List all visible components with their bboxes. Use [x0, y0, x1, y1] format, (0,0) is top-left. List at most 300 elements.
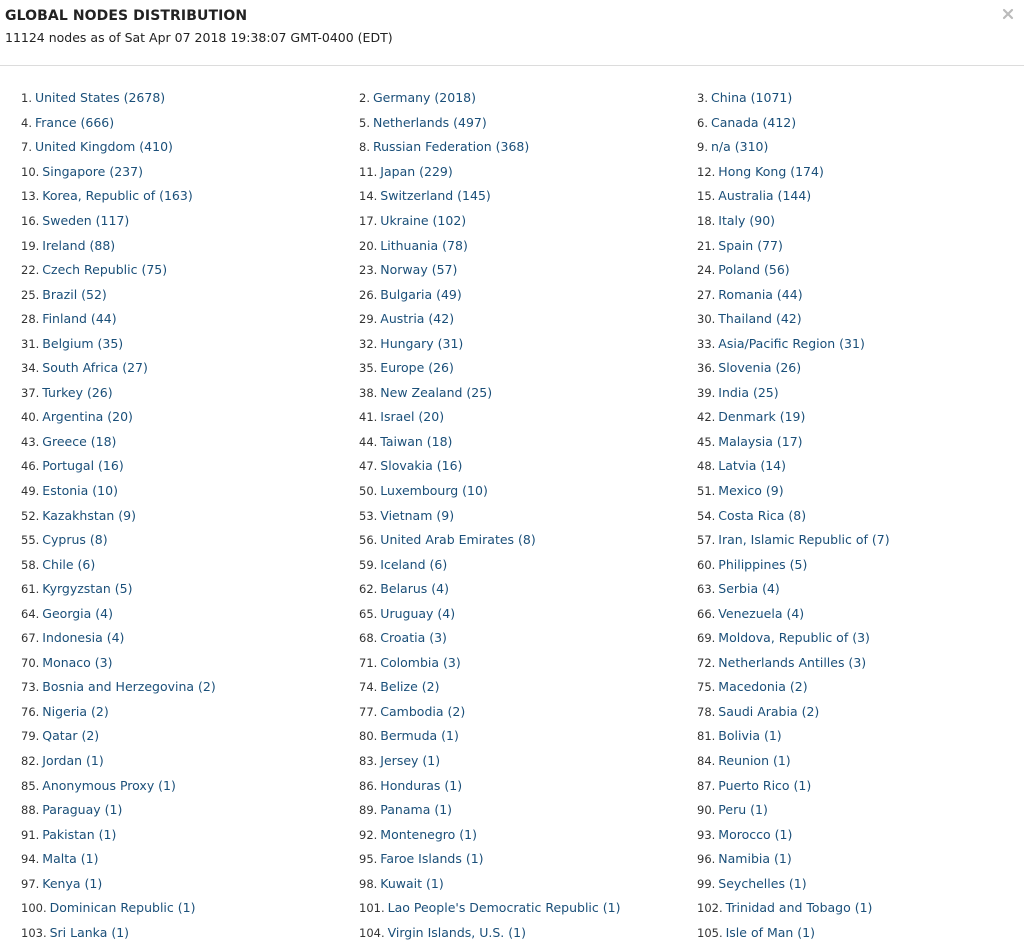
list-item [359, 258, 697, 282]
rank-number: 64. [21, 606, 40, 621]
list-item [359, 479, 697, 503]
country-link[interactable]: Chile (6) [42, 556, 96, 572]
list-item [21, 675, 359, 699]
rank-number: 29. [359, 312, 378, 327]
list-item [697, 847, 1017, 871]
rank-number: 37. [21, 385, 40, 400]
country-link[interactable]: Mexico (9) [718, 483, 784, 499]
rank-number: 6. [697, 115, 708, 130]
list-item [697, 234, 1017, 258]
country-link[interactable]: Nigeria (2) [42, 703, 109, 719]
country-link[interactable]: Trinidad and Tobago (1) [725, 900, 873, 916]
rank-number: 87. [697, 778, 716, 793]
country-link[interactable]: Vietnam (9) [380, 507, 455, 523]
rank-number: 51. [697, 484, 716, 499]
list-item [21, 896, 359, 920]
list-item [359, 602, 697, 626]
list-item [359, 896, 697, 920]
list-item [359, 724, 697, 748]
rank-number: 105. [697, 925, 723, 940]
country-link[interactable]: Austria (42) [380, 311, 455, 327]
country-link[interactable]: Seychelles (1) [718, 875, 807, 891]
list-item [697, 798, 1017, 822]
rank-number: 98. [359, 876, 378, 891]
list-item [359, 774, 697, 798]
country-link[interactable]: Korea, Republic of (163) [42, 188, 193, 204]
country-link[interactable]: Ukraine (102) [380, 213, 467, 228]
page-title: GLOBAL NODES DISTRIBUTION [5, 8, 248, 24]
country-link[interactable]: Thailand (42) [718, 311, 802, 327]
rank-number: 1. [21, 91, 32, 106]
country-link[interactable]: United Kingdom (410) [34, 139, 173, 155]
list-item [21, 921, 359, 945]
rank-number: 82. [21, 754, 40, 769]
rank-number: 60. [697, 557, 716, 572]
rank-number: 28. [21, 312, 40, 327]
rank-number: 38. [359, 385, 378, 400]
country-link[interactable]: United States (2678) [34, 90, 166, 106]
list-item [21, 798, 359, 822]
list-item [697, 258, 1017, 282]
modal-header [0, 0, 1024, 66]
rank-number: 43. [21, 434, 40, 449]
list-item [21, 872, 359, 896]
rank-number: 77. [359, 704, 378, 719]
list-item [359, 184, 697, 208]
rank-number: 62. [359, 582, 378, 597]
rank-number: 34. [21, 361, 40, 376]
list-item [697, 356, 1017, 380]
rank-number: 11. [359, 164, 378, 179]
list-item [359, 700, 697, 724]
list-item [21, 504, 359, 528]
list-item [359, 553, 697, 577]
country-link[interactable]: Namibia (1) [718, 851, 792, 867]
list-item [697, 381, 1017, 405]
list-item [697, 823, 1017, 847]
rank-number: 13. [21, 189, 40, 204]
country-link[interactable]: Montenegro (1) [380, 826, 477, 842]
list-item [21, 111, 359, 135]
country-link[interactable]: Sri Lanka (1) [49, 924, 130, 940]
country-link[interactable]: Sweden (117) [42, 213, 130, 228]
rank-number: 26. [359, 287, 378, 302]
list-item [359, 405, 697, 429]
country-link[interactable]: Latvia (14) [718, 458, 786, 474]
list-item [21, 724, 359, 748]
country-link[interactable]: Luxembourg (10) [380, 483, 488, 499]
country-link[interactable]: Morocco (1) [718, 826, 793, 842]
rank-number: 22. [21, 263, 40, 278]
country-link[interactable]: Ireland (88) [42, 237, 116, 253]
country-link[interactable]: Iran, Islamic Republic of (7) [718, 532, 890, 548]
list-item [21, 135, 359, 159]
list-item [21, 847, 359, 871]
rank-number: 50. [359, 484, 378, 499]
rank-number: 103. [21, 925, 47, 940]
rank-number: 19. [21, 238, 40, 253]
rank-number: 94. [21, 852, 40, 867]
country-link[interactable]: Jordan (1) [42, 753, 104, 769]
country-link[interactable]: Bosnia and Herzegovina (2) [42, 679, 216, 695]
rank-number: 53. [359, 508, 378, 523]
list-item [697, 896, 1017, 920]
rank-number: 49. [21, 484, 40, 499]
list-item [21, 553, 359, 577]
rank-number: 99. [697, 876, 716, 891]
country-link[interactable]: n/a (310) [710, 139, 769, 155]
rank-number: 97. [21, 876, 40, 891]
list-item [359, 528, 697, 552]
country-link[interactable]: Netherlands (497) [372, 114, 487, 130]
list-item [21, 234, 359, 258]
rank-number: 24. [697, 263, 716, 278]
list-item [359, 454, 697, 478]
country-link[interactable]: Cyprus (8) [42, 532, 108, 548]
country-link[interactable]: New Zealand (25) [380, 384, 493, 400]
list-item [21, 749, 359, 773]
rank-number: 15. [697, 189, 716, 204]
list-item [21, 454, 359, 478]
country-link[interactable]: China (1071) [710, 90, 793, 106]
country-link[interactable]: Jersey (1) [380, 753, 441, 769]
list-item [697, 209, 1017, 233]
rank-number: 68. [359, 631, 378, 646]
rank-number: 39. [697, 385, 716, 400]
country-link[interactable]: Hungary (31) [380, 335, 464, 351]
rank-number: 52. [21, 508, 40, 523]
list-item [697, 504, 1017, 528]
list-item [697, 602, 1017, 626]
country-link[interactable]: Belarus (4) [380, 581, 449, 597]
list-item [697, 626, 1017, 650]
country-link[interactable]: Poland (56) [718, 262, 790, 278]
rank-number: 56. [359, 533, 378, 548]
list-item [21, 602, 359, 626]
country-link[interactable]: Greece (18) [42, 433, 117, 449]
list-item [697, 724, 1017, 748]
rank-number: 25. [21, 287, 40, 302]
rank-number: 44. [359, 434, 378, 449]
list-item [697, 283, 1017, 307]
list-item [21, 651, 359, 675]
country-link[interactable]: Hong Kong (174) [718, 163, 824, 179]
rank-number: 63. [697, 582, 716, 597]
rank-number: 100. [21, 901, 47, 916]
rank-number: 9. [697, 140, 708, 155]
country-link[interactable]: Peru (1) [718, 802, 768, 818]
rank-number: 32. [359, 336, 378, 351]
rank-number: 2. [359, 91, 370, 106]
country-link[interactable]: Monaco (3) [42, 654, 113, 670]
list-item [697, 307, 1017, 331]
rank-number: 4. [21, 115, 32, 130]
list-item [21, 823, 359, 847]
list-item [359, 504, 697, 528]
rank-number: 54. [697, 508, 716, 523]
country-link[interactable]: Norway (57) [380, 262, 458, 278]
country-link[interactable]: Finland (44) [42, 311, 117, 327]
list-item [21, 283, 359, 307]
rank-number: 76. [21, 704, 40, 719]
country-link[interactable]: Croatia (3) [380, 630, 447, 646]
close-button[interactable] [1000, 6, 1016, 22]
country-link[interactable]: Bermuda (1) [380, 728, 459, 744]
rank-number: 89. [359, 803, 378, 818]
country-link[interactable]: Costa Rica (8) [718, 507, 807, 523]
list-item [359, 872, 697, 896]
list-item [359, 675, 697, 699]
list-item [21, 356, 359, 380]
rank-number: 35. [359, 361, 378, 376]
list-item [21, 626, 359, 650]
rank-number: 79. [21, 729, 40, 744]
list-item [697, 651, 1017, 675]
country-link[interactable]: Russian Federation (368) [372, 139, 530, 155]
rank-number: 75. [697, 680, 716, 695]
list-item [697, 577, 1017, 601]
rank-number: 46. [21, 459, 40, 474]
country-link[interactable]: Bulgaria (49) [380, 286, 462, 302]
list-item [21, 430, 359, 454]
country-link[interactable]: Malaysia (17) [718, 433, 803, 449]
rank-number: 71. [359, 655, 378, 670]
rank-number: 41. [359, 410, 378, 425]
country-link[interactable]: Turkey (26) [42, 384, 113, 400]
list-item [21, 332, 359, 356]
list-item [359, 307, 697, 331]
list-item [359, 847, 697, 871]
country-link[interactable]: Serbia (4) [718, 581, 780, 597]
country-link[interactable]: Malta (1) [42, 851, 99, 867]
country-link[interactable]: Uruguay (4) [380, 605, 456, 621]
country-link[interactable]: Venezuela (4) [718, 605, 805, 621]
list-item [21, 160, 359, 184]
list-item [21, 184, 359, 208]
list-item [697, 675, 1017, 699]
list-item [697, 454, 1017, 478]
country-link[interactable]: Virgin Islands, U.S. (1) [387, 924, 526, 940]
country-link[interactable]: Qatar (2) [42, 728, 100, 744]
list-item [21, 700, 359, 724]
list-item [21, 307, 359, 331]
rank-number: 42. [697, 410, 716, 425]
rank-number: 95. [359, 852, 378, 867]
list-item [359, 921, 697, 945]
country-link[interactable]: Israel (20) [380, 409, 445, 425]
list-item [697, 184, 1017, 208]
list-item [697, 332, 1017, 356]
country-link[interactable]: Reunion (1) [718, 753, 791, 769]
rank-number: 84. [697, 754, 716, 769]
list-item [359, 626, 697, 650]
list-item [21, 774, 359, 798]
country-link[interactable]: Iceland (6) [380, 556, 448, 572]
rank-number: 20. [359, 238, 378, 253]
list-item [21, 381, 359, 405]
country-link[interactable]: Slovakia (16) [380, 458, 463, 474]
country-link[interactable]: Denmark (19) [718, 409, 806, 425]
country-link[interactable]: Georgia (4) [42, 605, 113, 621]
rank-number: 91. [21, 827, 40, 842]
rank-number: 18. [697, 214, 716, 228]
country-link[interactable]: Taiwan (18) [380, 433, 453, 449]
country-link[interactable]: Slovenia (26) [718, 360, 802, 376]
rank-number: 83. [359, 754, 378, 769]
rank-number: 88. [21, 803, 40, 818]
rank-number: 101. [359, 901, 385, 916]
list-item [359, 135, 697, 159]
country-link[interactable]: Anonymous Proxy (1) [42, 777, 176, 793]
country-link[interactable]: Czech Republic (75) [42, 262, 168, 278]
list-item [697, 430, 1017, 454]
rank-number: 61. [21, 582, 40, 597]
country-link[interactable]: Kuwait (1) [380, 875, 444, 891]
country-link[interactable]: Romania (44) [718, 286, 803, 302]
list-item [359, 381, 697, 405]
list-item [359, 86, 697, 110]
country-link[interactable]: Kenya (1) [42, 875, 103, 891]
country-link[interactable]: United Arab Emirates (8) [380, 532, 536, 548]
list-item [359, 798, 697, 822]
list-item [359, 332, 697, 356]
country-link[interactable]: Asia/Pacific Region (31) [718, 335, 865, 351]
rank-number: 78. [697, 704, 716, 719]
rank-number: 47. [359, 459, 378, 474]
rank-number: 102. [697, 901, 723, 916]
rank-number: 40. [21, 410, 40, 425]
country-link[interactable]: India (25) [718, 384, 779, 400]
list-item [21, 528, 359, 552]
rank-number: 45. [697, 434, 716, 449]
country-link[interactable]: Brazil (52) [42, 286, 107, 302]
rank-number: 73. [21, 680, 40, 695]
rank-number: 16. [21, 214, 40, 228]
country-link[interactable]: Colombia (3) [380, 654, 461, 670]
list-item [359, 160, 697, 184]
rank-number: 10. [21, 164, 40, 179]
list-item [21, 405, 359, 429]
rank-number: 7. [21, 140, 32, 155]
country-link[interactable]: South Africa (27) [42, 360, 148, 376]
list-item [697, 872, 1017, 896]
country-link[interactable]: Puerto Rico (1) [718, 777, 812, 793]
list-item [697, 405, 1017, 429]
list-item [359, 577, 697, 601]
list-item [697, 160, 1017, 184]
country-link[interactable]: Argentina (20) [42, 409, 133, 425]
list-item [697, 774, 1017, 798]
rank-number: 70. [21, 655, 40, 670]
list-item [697, 86, 1017, 110]
country-link[interactable]: Switzerland (145) [380, 188, 491, 204]
country-link[interactable]: Macedonia (2) [718, 679, 808, 695]
rank-number: 65. [359, 606, 378, 621]
list-item [359, 823, 697, 847]
country-link[interactable]: Moldova, Republic of (3) [718, 630, 870, 646]
country-link[interactable]: Bolivia (1) [718, 728, 782, 744]
country-link[interactable]: Indonesia (4) [42, 630, 125, 646]
country-link[interactable]: Germany (2018) [372, 90, 476, 106]
rank-number: 30. [697, 312, 716, 327]
list-item [21, 86, 359, 110]
rank-number: 80. [359, 729, 378, 744]
country-link[interactable]: Faroe Islands (1) [380, 851, 484, 867]
list-item [697, 111, 1017, 135]
rank-number: 36. [697, 361, 716, 376]
country-link[interactable]: Italy (90) [718, 213, 776, 228]
list-item [359, 430, 697, 454]
rank-number: 72. [697, 655, 716, 670]
country-link[interactable]: Lao People's Democratic Republic (1) [387, 900, 621, 916]
rank-number: 3. [697, 91, 708, 106]
list-item [359, 651, 697, 675]
rank-number: 31. [21, 336, 40, 351]
list-item [697, 749, 1017, 773]
country-link[interactable]: Belgium (35) [42, 335, 124, 351]
rank-number: 85. [21, 778, 40, 793]
country-link[interactable]: Paraguay (1) [42, 802, 123, 818]
rank-number: 55. [21, 533, 40, 548]
country-link[interactable]: Dominican Republic (1) [49, 900, 196, 916]
country-link[interactable]: Saudi Arabia (2) [718, 703, 820, 719]
country-link[interactable]: Canada (412) [710, 114, 797, 130]
country-link[interactable]: Australia (144) [718, 188, 812, 204]
rank-number: 8. [359, 140, 370, 155]
list-item [21, 258, 359, 282]
rank-number: 66. [697, 606, 716, 621]
rank-number: 96. [697, 852, 716, 867]
country-link[interactable]: Philippines (5) [718, 556, 808, 572]
country-link[interactable]: France (666) [34, 114, 115, 130]
rank-number: 90. [697, 803, 716, 818]
country-link[interactable]: Kyrgyzstan (5) [42, 581, 133, 597]
country-link[interactable]: Europe (26) [380, 360, 454, 376]
rank-number: 57. [697, 533, 716, 548]
list-item [359, 749, 697, 773]
country-link[interactable]: Singapore (237) [42, 163, 143, 179]
close-icon [1000, 6, 1016, 22]
country-link[interactable]: Kazakhstan (9) [42, 507, 136, 523]
rank-number: 17. [359, 214, 378, 228]
rank-number: 69. [697, 631, 716, 646]
country-link[interactable]: Lithuania (78) [380, 237, 468, 253]
rank-number: 33. [697, 336, 716, 351]
list-item [697, 479, 1017, 503]
rank-number: 86. [359, 778, 378, 793]
country-link[interactable]: Spain (77) [718, 237, 783, 253]
country-link[interactable]: Japan (229) [380, 163, 453, 179]
country-link[interactable]: Honduras (1) [380, 777, 463, 793]
country-link[interactable]: Panama (1) [380, 802, 453, 818]
list-item [697, 135, 1017, 159]
list-item [697, 921, 1017, 945]
country-link[interactable]: Isle of Man (1) [725, 924, 816, 940]
country-distribution-list [21, 86, 1021, 946]
country-link[interactable]: Portugal (16) [42, 458, 124, 474]
country-link[interactable]: Pakistan (1) [42, 826, 117, 842]
country-link[interactable]: Belize (2) [380, 679, 440, 695]
rank-number: 59. [359, 557, 378, 572]
country-link[interactable]: Estonia (10) [42, 483, 118, 499]
country-link[interactable]: Cambodia (2) [380, 703, 466, 719]
rank-number: 104. [359, 925, 385, 940]
rank-number: 81. [697, 729, 716, 744]
country-link[interactable]: Netherlands Antilles (3) [718, 654, 867, 670]
rank-number: 21. [697, 238, 716, 253]
rank-number: 27. [697, 287, 716, 302]
list-item [21, 577, 359, 601]
